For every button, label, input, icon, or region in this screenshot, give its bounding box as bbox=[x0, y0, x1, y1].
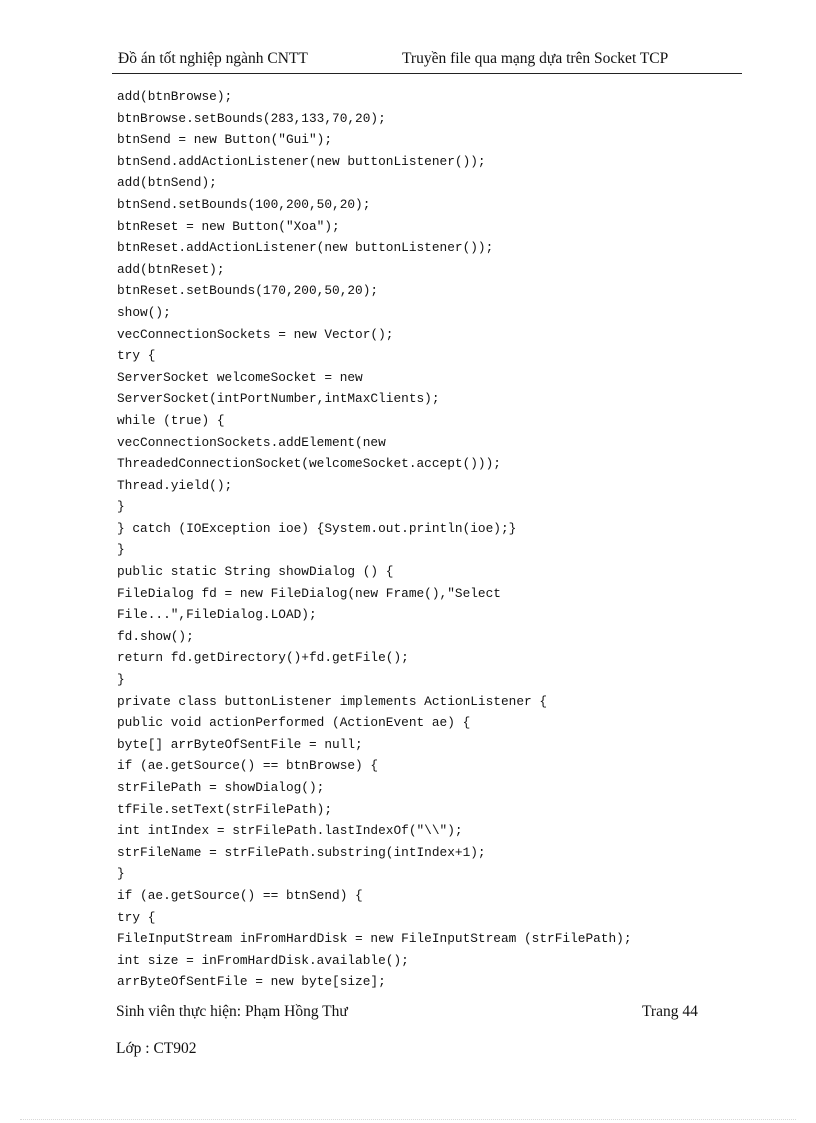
code-line: } bbox=[117, 499, 125, 515]
code-line: add(btnBrowse); bbox=[117, 89, 233, 104]
code-line: btnReset.addActionListener(new buttonListener()); bbox=[117, 240, 494, 256]
code-line: return fd.getDirectory()+fd.getFile(); bbox=[117, 650, 409, 666]
code-line: btnBrowse.setBounds(283,133,70,20); bbox=[117, 110, 386, 126]
code-line: FileInputStream inFromHardDisk = new FileInputStream (strFilePath); bbox=[117, 931, 632, 947]
code-line: vecConnectionSockets = new Vector(); bbox=[117, 326, 394, 342]
code-line: try { bbox=[117, 348, 156, 364]
code-listing bbox=[117, 86, 632, 993]
header-divider bbox=[112, 73, 742, 74]
code-line: btnSend = new Button("Gui"); bbox=[117, 132, 333, 148]
code-line: ThreadedConnectionSocket(welcomeSocket.accept())); bbox=[117, 456, 501, 472]
footer-class: Lớp : CT902 bbox=[116, 1040, 197, 1057]
code-line: btnReset.setBounds(170,200,50,20); bbox=[117, 283, 379, 299]
code-line: int size = inFromHardDisk.available(); bbox=[117, 952, 409, 968]
code-line: add(btnReset); bbox=[117, 261, 225, 277]
code-line: strFileName = strFilePath.substring(intIndex+1); bbox=[117, 844, 486, 860]
code-line: byte[] arrByteOfSentFile = null; bbox=[117, 736, 363, 752]
code-line: show(); bbox=[117, 304, 171, 320]
code-line: Thread.yield(); bbox=[117, 477, 233, 493]
code-line: arrByteOfSentFile = new byte[size]; bbox=[117, 974, 386, 990]
code-line: ServerSocket(intPortNumber,intMaxClients); bbox=[117, 391, 440, 407]
code-line: } bbox=[117, 542, 125, 558]
footer-page-number: Trang 44 bbox=[642, 1003, 698, 1020]
code-line: btnSend.addActionListener(new buttonListener()); bbox=[117, 153, 486, 169]
header-left-title: Đồ án tốt nghiệp ngành CNTT bbox=[118, 50, 308, 67]
code-line: add(btnSend); bbox=[117, 175, 217, 191]
page-bottom-divider bbox=[20, 1119, 796, 1120]
code-line: File...",FileDialog.LOAD); bbox=[117, 607, 317, 623]
code-line: int intIndex = strFilePath.lastIndexOf("\\"); bbox=[117, 823, 463, 839]
footer-student: Sinh viên thực hiện: Phạm Hồng Thư bbox=[116, 1003, 348, 1020]
code-line: } catch (IOException ioe) {System.out.println(ioe);} bbox=[117, 520, 517, 536]
code-line: ServerSocket welcomeSocket = new bbox=[117, 369, 363, 385]
code-line: btnSend.setBounds(100,200,50,20); bbox=[117, 196, 371, 212]
header-right-title: Truyền file qua mạng dựa trên Socket TCP bbox=[402, 50, 669, 67]
code-line: vecConnectionSockets.addElement(new bbox=[117, 434, 386, 450]
page-header bbox=[118, 48, 740, 74]
code-line: } bbox=[117, 672, 125, 688]
code-line: try { bbox=[117, 909, 156, 925]
code-line: public void actionPerformed (ActionEvent ae) { bbox=[117, 715, 471, 731]
code-line: strFilePath = showDialog(); bbox=[117, 780, 325, 795]
code-line: private class buttonListener implements ActionListener { bbox=[117, 693, 548, 709]
code-line: fd.show(); bbox=[117, 628, 194, 644]
code-line: btnReset = new Button("Xoa"); bbox=[117, 218, 340, 234]
code-line: FileDialog fd = new FileDialog(new Frame(),"Select bbox=[117, 585, 501, 601]
code-line: if (ae.getSource() == btnBrowse) { bbox=[117, 758, 379, 774]
code-line: if (ae.getSource() == btnSend) { bbox=[117, 887, 363, 903]
code-line: while (true) { bbox=[117, 412, 225, 428]
code-line: } bbox=[117, 866, 125, 882]
code-line: tfFile.setText(strFilePath); bbox=[117, 801, 333, 817]
code-line: public static String showDialog () { bbox=[117, 564, 394, 580]
